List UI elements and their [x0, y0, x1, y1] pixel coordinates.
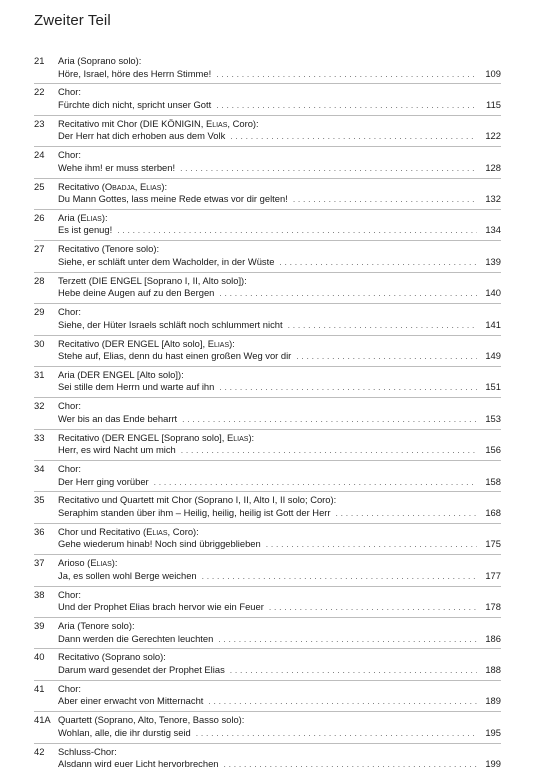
leader-dots: [216, 68, 477, 80]
entry-title: Arioso (Elias):: [58, 557, 118, 569]
entry-incipit: Herr, es wird Nacht um mich: [58, 444, 176, 456]
leader-dots: [224, 758, 477, 770]
entry-incipit-line: [58, 287, 501, 299]
entry-page-number: 109: [485, 67, 501, 79]
entry-number: 33: [34, 431, 45, 443]
entry-incipit: Ja, es sollen wohl Berge weichen: [58, 569, 197, 581]
entry-incipit-line: [58, 727, 501, 739]
entry-incipit-line: [58, 413, 501, 425]
toc-entry: [34, 210, 501, 241]
entry-page-number: 168: [485, 506, 501, 518]
entry-incipit: Sei stille dem Herrn und warte auf ihn: [58, 381, 215, 393]
entry-title: Chor:: [58, 306, 81, 318]
entry-title: Chor:: [58, 400, 81, 412]
entry-incipit-line: [58, 162, 501, 174]
entry-incipit-line: [58, 476, 501, 488]
entry-number: 23: [34, 117, 45, 129]
entry-incipit: Höre, Israel, höre des Herrn Stimme!: [58, 67, 212, 79]
entry-incipit: Wer bis an das Ende beharrt: [58, 412, 178, 424]
entry-page-number: 122: [485, 130, 501, 142]
toc-entry: [34, 53, 501, 84]
entry-incipit: Wehe ihm! er muss sterben!: [58, 161, 176, 173]
leader-dots: [336, 507, 477, 519]
entry-incipit-line: [58, 381, 501, 393]
entry-incipit: Fürchte dich nicht, spricht unser Gott: [58, 98, 212, 110]
entry-incipit-line: [58, 99, 501, 111]
leader-dots: [296, 350, 477, 362]
entry-incipit-line: [58, 319, 501, 331]
leader-dots: [230, 664, 477, 676]
entry-incipit-line: [58, 538, 501, 550]
leader-dots: [196, 727, 477, 739]
entry-number: 38: [34, 588, 45, 600]
leader-dots: [288, 319, 477, 331]
entry-page-number: 115: [486, 98, 501, 110]
leader-dots: [279, 256, 477, 268]
toc-entry: [34, 649, 501, 680]
entry-incipit: Gehe wiederum hinab! Noch sind übriggeblieben: [58, 538, 261, 550]
entry-page-number: 177: [485, 569, 501, 581]
entry-number: 24: [34, 149, 45, 161]
entry-incipit-line: [58, 601, 501, 613]
entry-page-number: 158: [485, 475, 501, 487]
toc-entry: [34, 681, 501, 712]
toc-entry: [34, 304, 501, 335]
entry-incipit: Und der Prophet Elias brach hervor wie ein Feuer: [58, 601, 264, 613]
entry-incipit-line: [58, 130, 501, 142]
entry-incipit: Seraphim standen über ihm – Heilig, heilig, heilig ist Gott der Herr: [58, 506, 331, 518]
entry-number: 27: [34, 243, 45, 255]
entry-page-number: 186: [485, 632, 501, 644]
entry-number: 25: [34, 180, 45, 192]
entry-page-number: 189: [485, 695, 501, 707]
table-of-contents: [34, 53, 501, 775]
entry-incipit-line: [58, 695, 501, 707]
leader-dots: [117, 224, 477, 236]
entry-number: 42: [34, 745, 45, 757]
entry-title: Aria (Tenore solo):: [58, 620, 135, 632]
entry-title: Recitativo (Tenore solo):: [58, 243, 160, 255]
entry-number: 32: [34, 400, 45, 412]
entry-incipit: Dann werden die Gerechten leuchten: [58, 632, 214, 644]
entry-title: Aria (Soprano solo):: [58, 55, 142, 66]
entry-title: Recitativo (Obadja, Elias):: [58, 180, 168, 192]
toc-entry: [34, 524, 501, 555]
entry-incipit-line: [58, 256, 501, 268]
page-title: Zweiter Teil: [34, 12, 111, 29]
leader-dots: [180, 162, 477, 174]
entry-title: Recitativo und Quartett mit Chor (Soprano I, II, Alto I, II solo; Coro):: [58, 494, 337, 506]
entry-title: Recitativo (DER ENGEL [Soprano solo], Elias):: [58, 431, 255, 443]
entry-incipit: Hebe deine Augen auf zu den Bergen: [58, 287, 215, 299]
entry-incipit-line: [58, 350, 501, 362]
entry-number: 41A: [34, 714, 51, 726]
entry-incipit-line: [58, 633, 501, 645]
entry-incipit: Stehe auf, Elias, denn du hast einen großen Weg vor dir: [58, 350, 292, 362]
leader-dots: [219, 287, 477, 299]
entry-incipit-line: [58, 664, 501, 676]
entry-incipit: Der Herr hat dich erhoben aus dem Volk: [58, 130, 226, 142]
entry-number: 37: [34, 557, 45, 569]
toc-entry: [34, 430, 501, 461]
entry-number: 41: [34, 682, 45, 694]
entry-title: Schluss-Chor:: [58, 745, 117, 757]
leader-dots: [208, 695, 477, 707]
entry-title: Chor:: [58, 463, 81, 475]
entry-page-number: 149: [485, 350, 501, 362]
toc-entry: [34, 492, 501, 523]
entry-page-number: 141: [485, 318, 501, 330]
entry-incipit: Es ist genug!: [58, 224, 113, 236]
toc-entry: [34, 461, 501, 492]
toc-entry: [34, 555, 501, 586]
entry-incipit: Darum ward gesendet der Prophet Elias: [58, 663, 225, 675]
leader-dots: [216, 99, 477, 111]
entry-number: 21: [34, 55, 45, 66]
entry-title: Aria (DER ENGEL [Alto solo]):: [58, 368, 184, 380]
entry-incipit: Wohlan, alle, die ihr durstig seid: [58, 726, 191, 738]
entry-title: Quartett (Soprano, Alto, Tenore, Basso solo):: [58, 714, 245, 726]
toc-entry: [34, 241, 501, 272]
leader-dots: [219, 381, 477, 393]
entry-title: Chor:: [58, 588, 81, 600]
leader-dots: [293, 193, 477, 205]
entry-page-number: 178: [485, 601, 501, 613]
entry-title: Aria (Elias):: [58, 211, 108, 223]
toc-entry: [34, 398, 501, 429]
entry-incipit: Alsdann wird euer Licht hervorbrechen: [58, 758, 219, 770]
leader-dots: [182, 413, 477, 425]
toc-entry: [34, 84, 501, 115]
entry-number: 39: [34, 620, 45, 632]
entry-title: Recitativo mit Chor (DIE KÖNIGIN, Elias, Coro):: [58, 117, 259, 129]
entry-incipit: Aber einer erwacht von Mitternacht: [58, 695, 204, 707]
entry-page-number: 151: [485, 381, 501, 393]
entry-page-number: 134: [485, 224, 501, 236]
entry-number: 22: [34, 86, 45, 98]
toc-entry: [34, 587, 501, 618]
entry-number: 35: [34, 494, 45, 506]
toc-entry: [34, 116, 501, 147]
entry-number: 28: [34, 274, 45, 286]
entry-title: Recitativo (DER ENGEL [Alto solo], Elias):: [58, 337, 235, 349]
entry-incipit-line: [58, 758, 501, 770]
leader-dots: [230, 130, 477, 142]
entry-incipit-line: [58, 224, 501, 236]
entry-page-number: 188: [485, 663, 501, 675]
entry-incipit-line: [58, 444, 501, 456]
entry-incipit: Du Mann Gottes, lass meine Rede etwas vor dir gelten!: [58, 193, 288, 205]
entry-page-number: 132: [485, 193, 501, 205]
toc-entry: [34, 712, 501, 743]
toc-entry: [34, 273, 501, 304]
entry-incipit-line: [58, 507, 501, 519]
entry-incipit-line: [58, 570, 501, 582]
entry-page-number: 140: [485, 287, 501, 299]
entry-incipit: Siehe, er schläft unter dem Wacholder, in der Wüste: [58, 255, 275, 267]
entry-number: 36: [34, 525, 45, 537]
toc-entry: [34, 618, 501, 649]
entry-page-number: 199: [485, 758, 501, 770]
entry-title: Chor:: [58, 86, 81, 98]
toc-entry: [34, 744, 501, 775]
entry-title: Chor:: [58, 149, 81, 161]
entry-incipit: Der Herr ging vorüber: [58, 475, 149, 487]
entry-number: 29: [34, 306, 45, 318]
entry-number: 31: [34, 368, 45, 380]
entry-number: 30: [34, 337, 45, 349]
entry-number: 34: [34, 463, 45, 475]
entry-incipit-line: [58, 193, 501, 205]
entry-title: Chor und Recitativo (Elias, Coro):: [58, 525, 199, 537]
toc-entry: [34, 147, 501, 178]
entry-title: Terzett (DIE ENGEL [Soprano I, II, Alto solo]):: [58, 274, 247, 286]
entry-page-number: 153: [485, 412, 501, 424]
entry-page-number: 195: [485, 726, 501, 738]
entry-number: 26: [34, 211, 45, 223]
leader-dots: [218, 633, 477, 645]
leader-dots: [269, 601, 477, 613]
entry-page-number: 175: [485, 538, 501, 550]
toc-entry: [34, 336, 501, 367]
entry-incipit-line: [58, 68, 501, 80]
leader-dots: [266, 538, 477, 550]
entry-page-number: 139: [485, 255, 501, 267]
entry-title: Recitativo (Soprano solo):: [58, 651, 166, 663]
toc-entry: [34, 367, 501, 398]
entry-page-number: 128: [485, 161, 501, 173]
leader-dots: [181, 444, 477, 456]
entry-title: Chor:: [58, 682, 81, 694]
leader-dots: [154, 476, 477, 488]
leader-dots: [202, 570, 477, 582]
toc-entry: [34, 179, 501, 210]
entry-number: 40: [34, 651, 45, 663]
entry-page-number: 156: [485, 444, 501, 456]
entry-incipit: Siehe, der Hüter Israels schläft noch schlummert nicht: [58, 318, 283, 330]
